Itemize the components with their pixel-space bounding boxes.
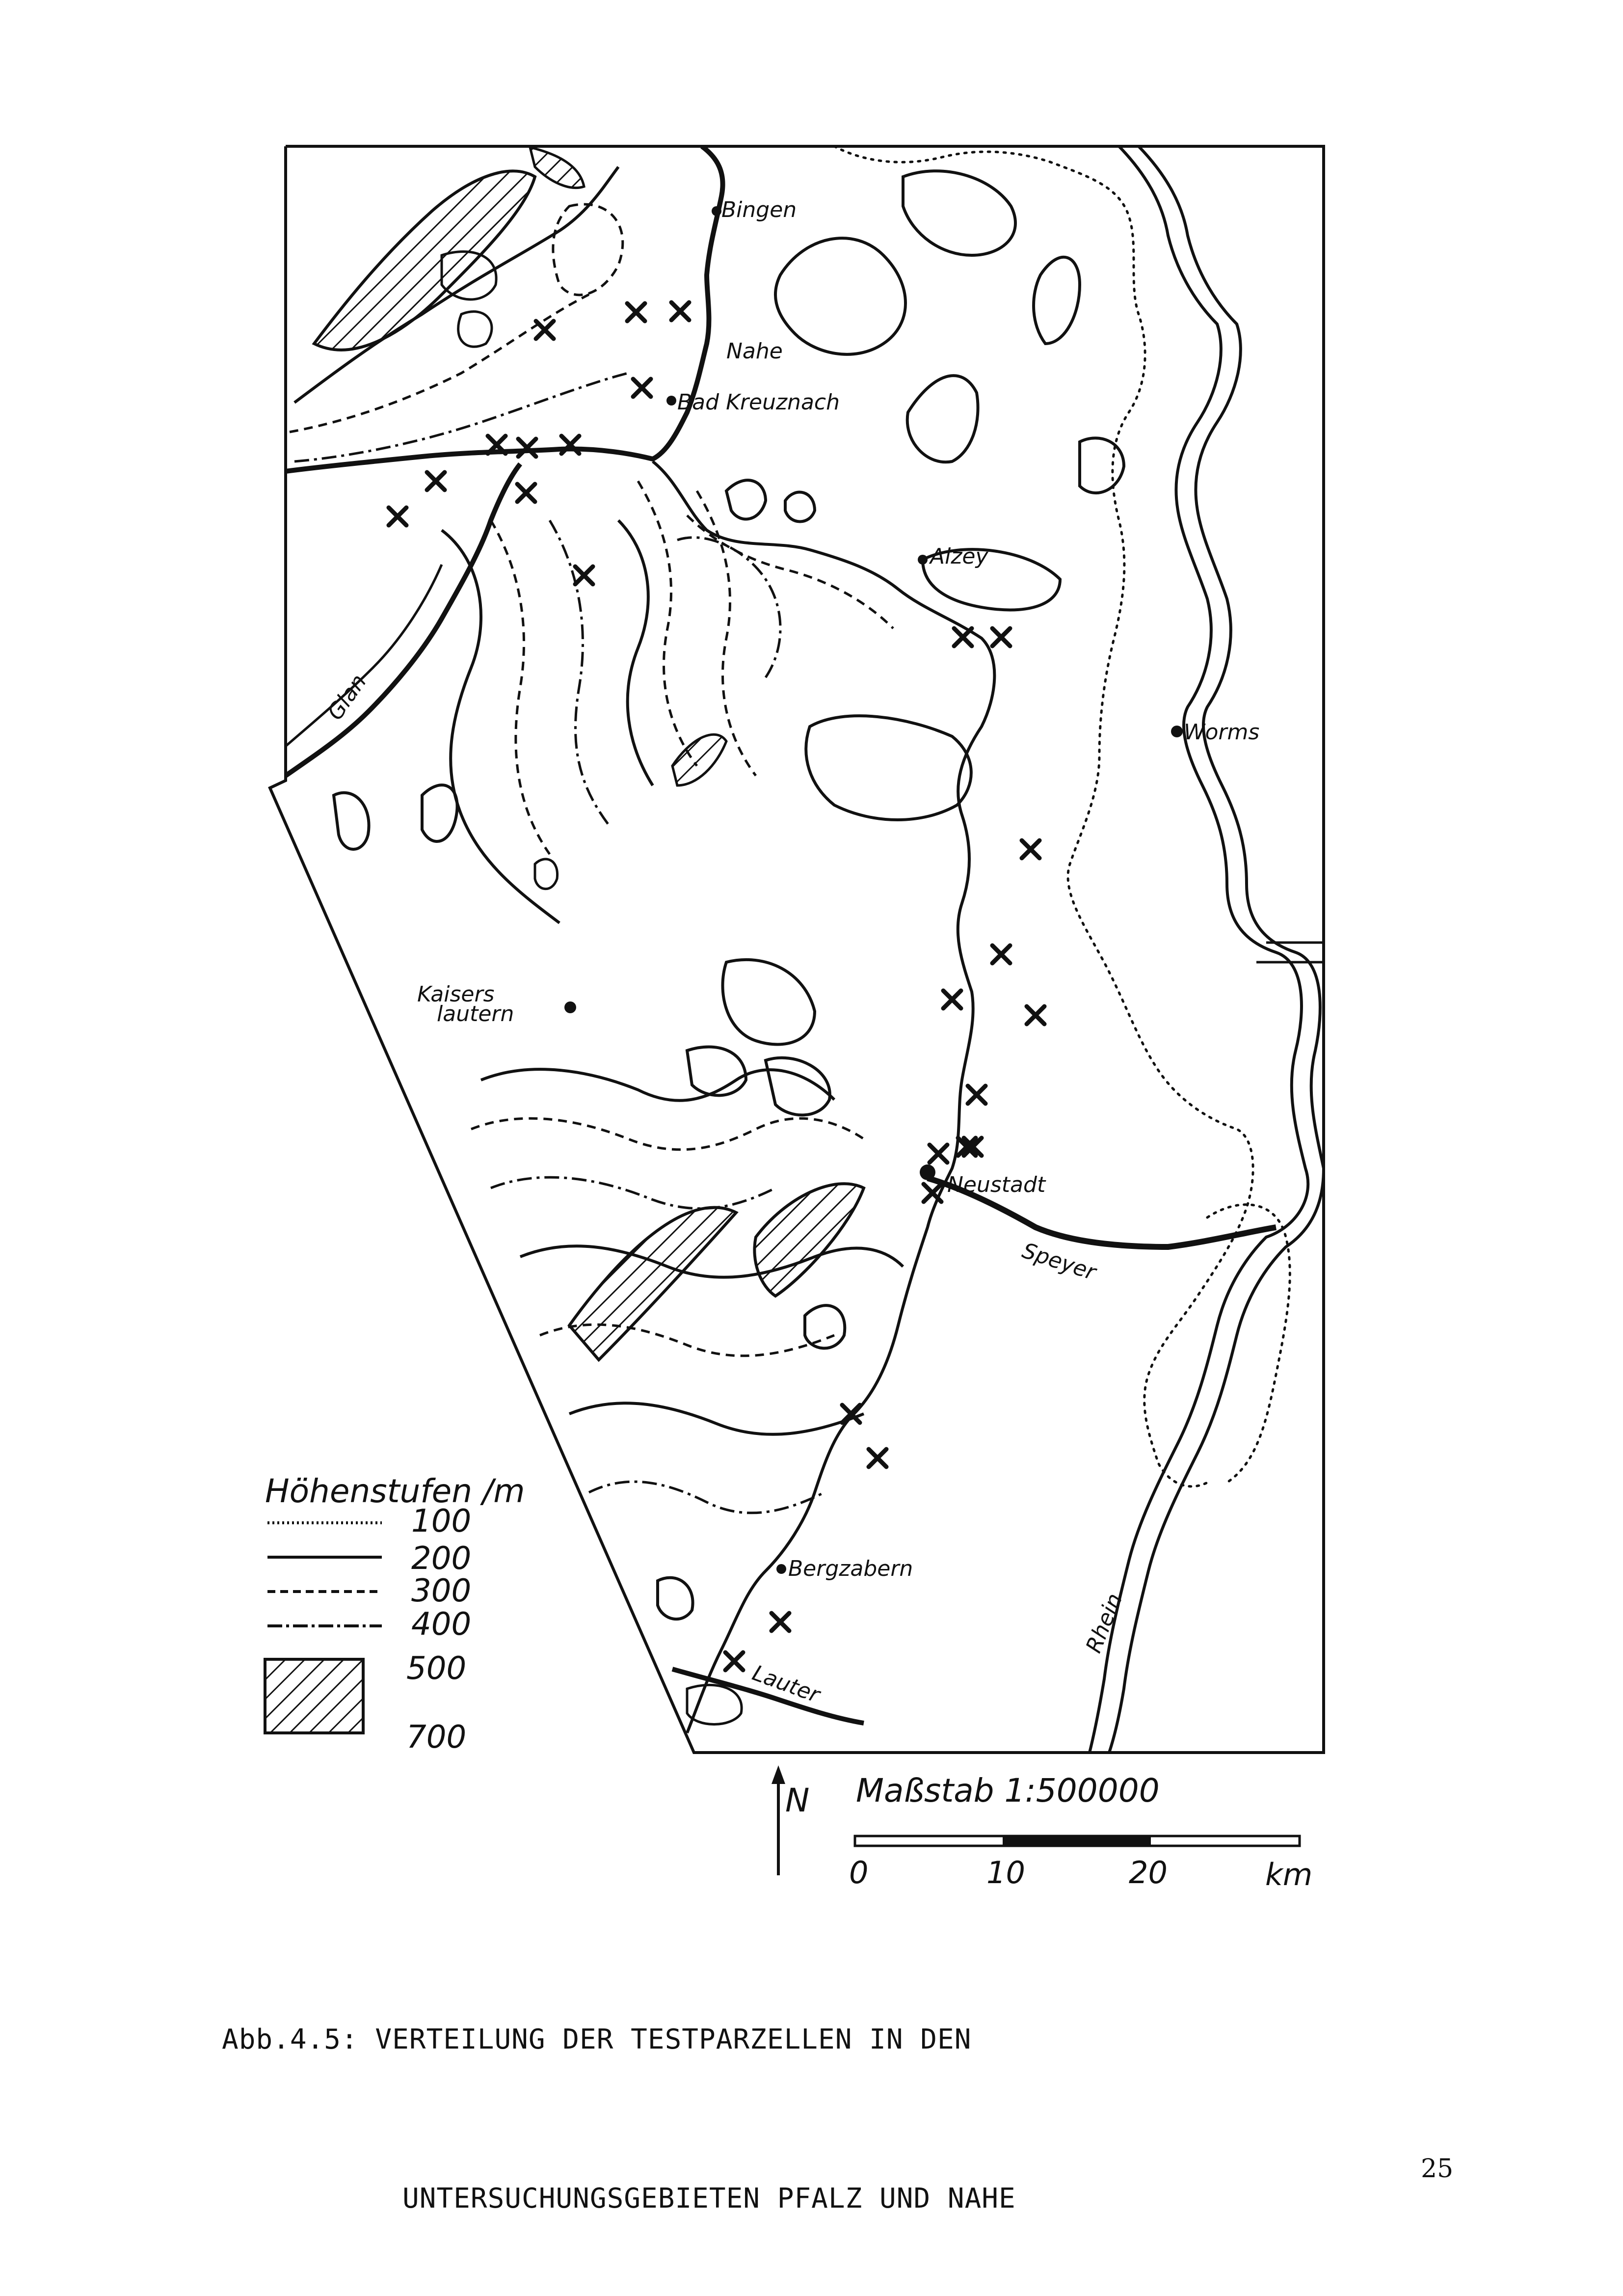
- hatched-area-nw2: [530, 147, 584, 188]
- test-plot-x-marker: [517, 484, 535, 502]
- page-number: 25: [1421, 2154, 1454, 2184]
- legend: [265, 1472, 525, 1756]
- label-rhein: Rhein: [1081, 1590, 1128, 1657]
- label-worms: Worms: [1184, 720, 1260, 745]
- town-markers: [564, 206, 1183, 1574]
- caption-line-2: UNTERSUCHUNGSGEBIETEN PFALZ UND NAHE: [402, 2183, 1016, 2215]
- test-plot-x-marker: [992, 945, 1010, 963]
- figure-caption: [222, 1907, 1400, 2278]
- scale-tick-20: 20: [1129, 1855, 1168, 1891]
- legend-title: Höhenstufen /m: [265, 1472, 525, 1510]
- test-plot-x-marker: [536, 321, 554, 339]
- legend-label-100: 100: [411, 1503, 472, 1540]
- legend-label-300: 300: [411, 1573, 472, 1609]
- town-dot-bingen: [712, 206, 721, 216]
- test-plot-x-marker: [869, 1449, 886, 1467]
- test-plot-x-marker: [575, 567, 593, 584]
- river-rhein-west: [1090, 146, 1308, 1753]
- hatched-area-haardt: [569, 1208, 736, 1360]
- label-nahe: Nahe: [726, 339, 783, 364]
- caption-line-1: Abb.4.5: VERTEILUNG DER TESTPARZELLEN IN DEN: [222, 2024, 972, 2055]
- town-dot-worms: [1171, 726, 1183, 737]
- label-bad-kreuznach: Bad Kreuznach: [677, 390, 840, 415]
- scale-bar: [849, 1772, 1312, 1892]
- test-plot-x-marker: [968, 1086, 985, 1104]
- label-alzey: Alzey: [930, 544, 988, 569]
- test-plot-x-marker: [772, 1613, 789, 1631]
- label-kaiserslautern-2: lautern: [437, 1001, 514, 1026]
- legend-label-500: 500: [406, 1650, 467, 1687]
- hatched-area-center: [672, 734, 726, 785]
- legend-hatch-box: [265, 1659, 363, 1733]
- scale-unit: km: [1265, 1857, 1313, 1892]
- legend-label-700: 700: [406, 1719, 467, 1756]
- town-dot-alzey: [918, 555, 928, 565]
- test-plot-x-marker: [930, 1145, 947, 1162]
- test-plot-x-marker: [1027, 1006, 1044, 1024]
- town-dot-kaiserslautern: [564, 1001, 576, 1013]
- legend-label-400: 400: [411, 1606, 472, 1643]
- test-plot-x-marker: [992, 628, 1010, 646]
- scale-title: Maßstab 1:500000: [856, 1772, 1160, 1810]
- north-arrow: [772, 1765, 809, 1875]
- label-kaiserslautern-1: Kaisers: [417, 982, 495, 1007]
- test-plot-x-marker: [427, 472, 445, 490]
- river-rhein-east: [1109, 146, 1324, 1753]
- north-label: N: [785, 1782, 810, 1819]
- test-plot-x-marker: [725, 1652, 743, 1670]
- test-plot-x-marker: [389, 508, 406, 525]
- label-bergzabern: Bergzabern: [788, 1556, 913, 1581]
- town-dot-bergzabern: [776, 1564, 786, 1574]
- town-dot-neustadt: [920, 1164, 935, 1180]
- scale-segment-filled: [1003, 1836, 1151, 1846]
- label-glan: Glan: [322, 670, 372, 725]
- town-dot-bad-kreuznach: [666, 396, 676, 405]
- hatched-area-haardt2: [754, 1184, 864, 1296]
- hatched-area-nw: [314, 171, 535, 350]
- test-plot-x-marker: [943, 991, 961, 1008]
- legend-label-200: 200: [411, 1540, 472, 1577]
- test-plot-x-marker: [1022, 840, 1039, 858]
- label-neustadt: Neustadt: [947, 1172, 1046, 1197]
- scale-tick-10: 10: [986, 1855, 1025, 1891]
- test-plot-x-marker: [954, 628, 972, 646]
- scale-tick-0: 0: [849, 1855, 869, 1891]
- test-plot-x-marker: [633, 379, 651, 397]
- test-plot-x-marker: [518, 439, 536, 457]
- label-bingen: Bingen: [721, 197, 797, 222]
- test-plot-x-marker: [627, 303, 645, 321]
- test-plot-x-marker: [671, 302, 689, 320]
- label-speyer: Speyer: [1019, 1238, 1099, 1286]
- label-lauter: Lauter: [749, 1660, 823, 1708]
